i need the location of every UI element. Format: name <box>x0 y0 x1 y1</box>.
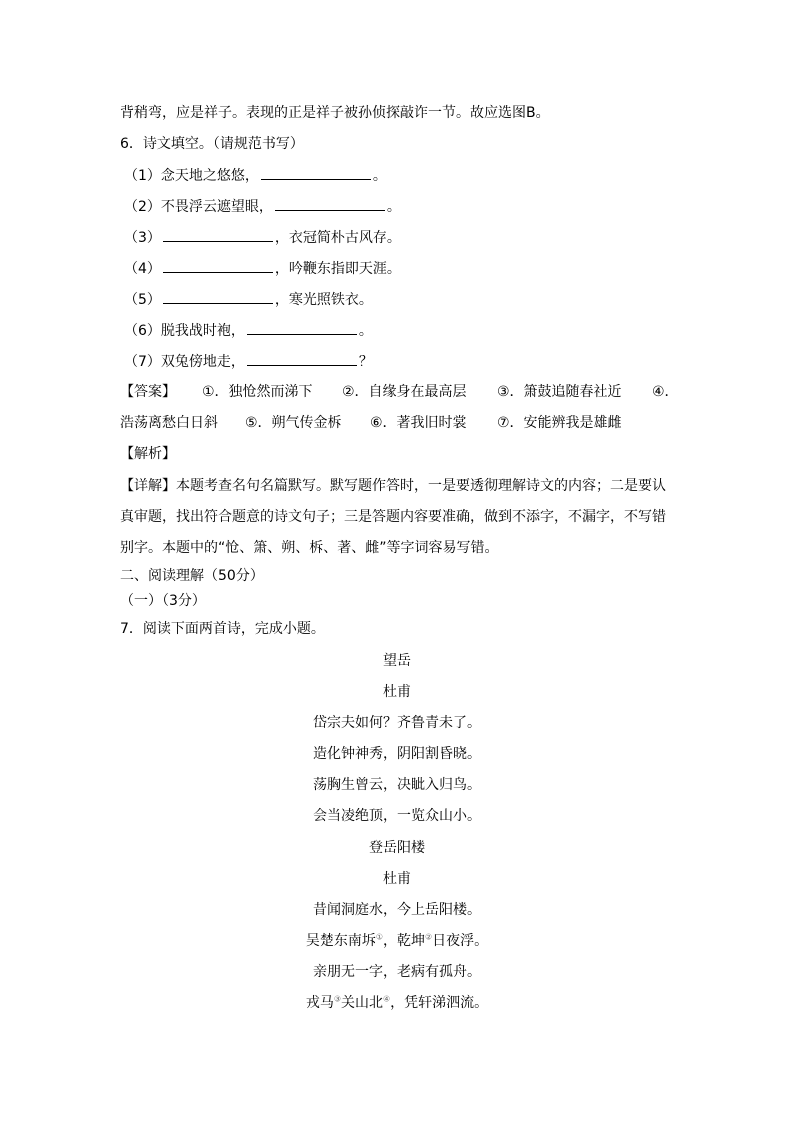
answer-blank[interactable] <box>275 196 385 211</box>
section-heading: 二、阅读理解（50分） <box>120 568 264 584</box>
poem1-line-4: 会当凌绝顶，一览众山小。 <box>313 808 481 824</box>
q6-heading: 6．诗文填空。（请规范书写） <box>120 136 304 152</box>
item-number: （1） <box>124 168 161 184</box>
detail-line-3: 别字。本题中的“怆、箫、朔、柝、著、雌”等字词容易写错。 <box>120 540 499 556</box>
answer-blank[interactable] <box>163 227 273 242</box>
item-number: （5） <box>124 292 161 308</box>
answer-row-2 <box>120 413 622 433</box>
poem2-line-2 <box>0 931 794 951</box>
answer-blank[interactable] <box>247 351 357 366</box>
item-number: （3） <box>124 230 161 246</box>
item-number: （2） <box>124 199 161 215</box>
answer-blank[interactable] <box>247 320 357 335</box>
footnote-marker[interactable]: ④ <box>383 994 391 1004</box>
item-text-after: ？ <box>358 354 373 370</box>
q6-item-1 <box>124 165 387 185</box>
answer-7: ⑦．安能辨我是雄雌 <box>497 415 622 431</box>
poem2-line-3: 亲朋无一字，老病有孤舟。 <box>313 964 481 980</box>
poem1-line-3: 荡胸生曾云，决眦入归鸟。 <box>313 777 481 793</box>
q6-item-6 <box>124 320 373 340</box>
detail-line-2: 真审题，找出符合题意的诗文句子；三是答题内容要准确，做到不添字，不漏字，不写错 <box>120 509 666 525</box>
item-text-after: ，吟鞭东指即天涯。 <box>274 261 401 277</box>
poem2-line-4 <box>0 993 794 1013</box>
poem2-title: 登岳阳楼 <box>369 840 425 856</box>
answer-blank[interactable] <box>163 258 273 273</box>
q6-item-5 <box>124 289 373 309</box>
answer-blank[interactable] <box>261 165 371 180</box>
answer-6: ⑥．著我旧时裳 <box>370 415 467 431</box>
poem1-line-1: 岱宗夫如何？齐鲁青未了。 <box>313 715 481 731</box>
line-text: 吴楚东南坼 <box>305 933 376 949</box>
answer-4-text: 浩荡离愁白日斜 <box>120 415 218 431</box>
item-text-before: 脱我战时袍， <box>160 323 245 339</box>
analysis-label: 【解析】 <box>120 446 176 462</box>
q6-item-3 <box>124 227 401 247</box>
item-text-after: 。 <box>372 168 387 184</box>
footnote-marker[interactable]: ③ <box>333 994 341 1004</box>
detail-label: 【详解】 <box>120 478 176 494</box>
item-text-before: 双兔傍地走， <box>160 354 245 370</box>
answer-1: ①．独怆然而涕下 <box>202 384 313 400</box>
item-number: （4） <box>124 261 161 277</box>
poem1-line-2: 造化钟神秀，阴阳割昏晓。 <box>313 746 481 762</box>
line-text: 日夜浮。 <box>432 933 489 949</box>
answer-3: ③．箫鼓追随春社近 <box>497 384 622 400</box>
answer-blank[interactable] <box>163 289 273 304</box>
answer-row-1 <box>120 382 679 402</box>
item-text-before: 不畏浮云遮望眼， <box>160 199 273 215</box>
item-text-after: 。 <box>358 323 373 339</box>
intro-line: 背稍弯，应是祥子。表现的正是祥子被孙侦探敲诈一节。故应选图B。 <box>120 105 550 121</box>
item-text-after: 。 <box>386 199 401 215</box>
line-text: ，凭轩涕泗流。 <box>390 995 489 1011</box>
poem2-author: 杜甫 <box>383 871 411 887</box>
footnote-marker[interactable]: ① <box>375 932 383 942</box>
line-text: 戎马 <box>305 995 334 1011</box>
item-text-after: ，衣冠简朴古风存。 <box>274 230 401 246</box>
item-text-after: ，寒光照铁衣。 <box>274 292 373 308</box>
item-number: （6） <box>124 323 161 339</box>
item-text-before: 念天地之悠悠， <box>160 168 259 184</box>
q6-item-4 <box>124 258 401 278</box>
answer-4-num: ④． <box>652 384 679 400</box>
q7-heading: 7．阅读下面两首诗，完成小题。 <box>120 621 325 637</box>
item-number: （7） <box>124 354 161 370</box>
answer-5: ⑤．朔气传金柝 <box>245 415 342 431</box>
detail-text-1: 本题考查名句名篇默写。默写题作答时，一是要透彻理解诗文的内容；二是要认 <box>176 478 666 494</box>
detail-line-1 <box>120 476 666 496</box>
footnote-marker[interactable]: ② <box>425 932 433 942</box>
subsection-heading: （一）（3分） <box>120 593 206 609</box>
q6-item-2 <box>124 196 401 216</box>
q6-item-7 <box>124 351 373 371</box>
answer-2: ②．自缘身在最高层 <box>342 384 467 400</box>
answer-label: 【答案】 <box>120 384 176 400</box>
line-text: ，乾坤 <box>383 933 425 949</box>
poem2-line-1: 昔闻洞庭水，今上岳阳楼。 <box>313 902 481 918</box>
poem1-title: 望岳 <box>383 653 411 669</box>
poem1-author: 杜甫 <box>383 684 411 700</box>
line-text: 关山北 <box>341 995 383 1011</box>
